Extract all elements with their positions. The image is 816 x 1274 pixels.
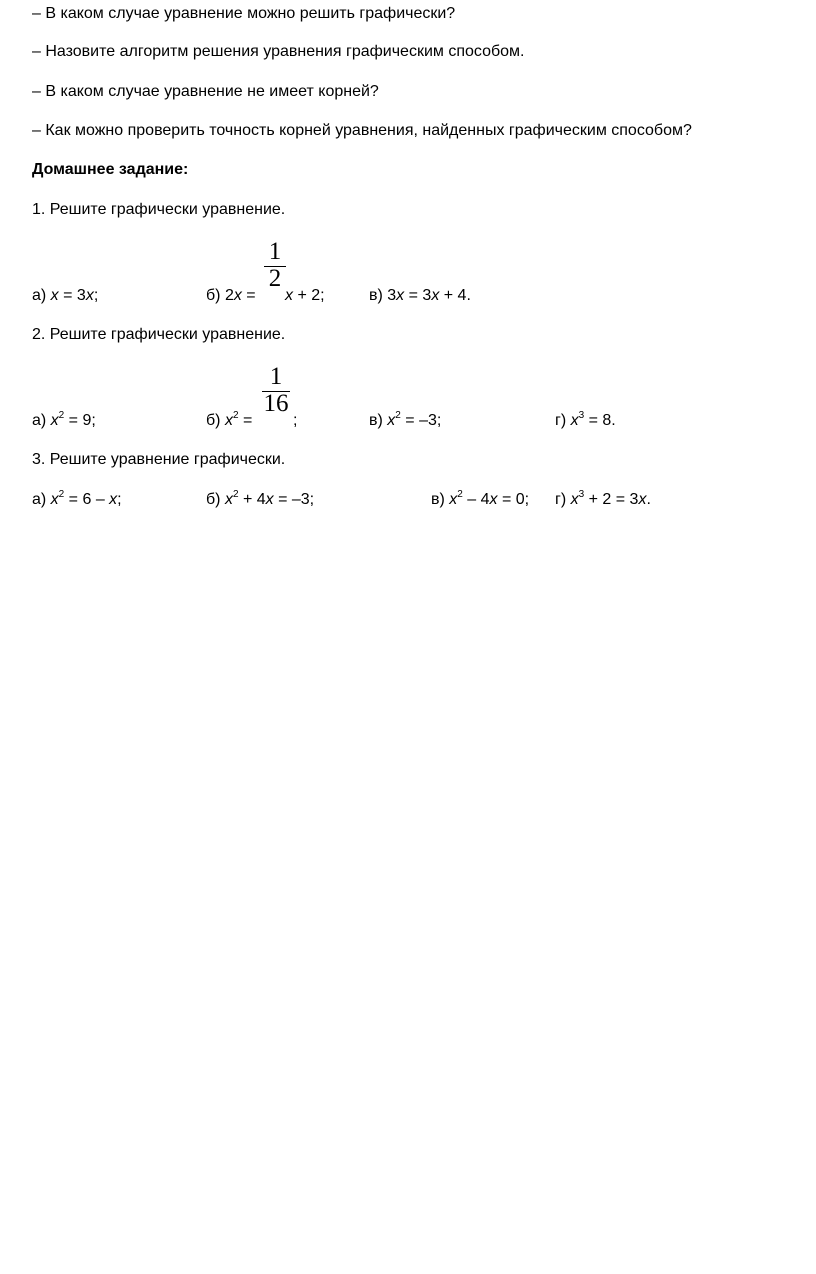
task-1-title: 1. Решите графически уравнение. [32, 201, 286, 218]
question-3: – В каком случае уравнение не имеет корней? [32, 83, 379, 100]
task-2-title: 2. Решите графически уравнение. [32, 326, 286, 343]
fraction-denominator: 16 [263, 390, 289, 417]
question-4: – Как можно проверить точность корней уравнения, найденных графическим способом? [32, 122, 692, 139]
question-1: – В каком случае уравнение можно решить графически? [32, 5, 456, 22]
task-2-item-b-tail: ; [293, 412, 298, 429]
task-1-item-b: б) 2x = [206, 287, 256, 304]
task-2-item-d: г) $x^3 = 8$. [555, 410, 616, 429]
homework-heading: Домашнее задание: [32, 161, 189, 178]
fraction-numerator: 1 [268, 238, 282, 265]
task-1-fraction [264, 238, 286, 293]
fraction-numerator: 1 [269, 363, 283, 390]
task-2-item-b: б) $x^2$ = [206, 410, 253, 429]
task-1-item-a: а) x = 3x; [32, 287, 99, 304]
task-1-item-b-tail: x + 2; [285, 287, 325, 304]
task-2-fraction [262, 363, 290, 418]
fraction-denominator: 2 [268, 265, 282, 292]
question-2: – Назовите алгоритм решения уравнения графическим способом. [32, 43, 525, 60]
task-3-item-b: б) $x^2 + 4x = -3$; [206, 489, 315, 508]
task-2-item-a: а) $x^2 = 9$; [32, 410, 96, 429]
task-3-title: 3. Решите уравнение графически. [32, 451, 286, 468]
task-2-item-c: в) $x^2 = -3$; [369, 410, 442, 429]
task-3-item-d: г) $x^3 + 2 = 3x$. [555, 489, 651, 508]
task-3-item-a: а) $x^2 = 6 - x$; [32, 489, 122, 508]
task-3-item-c: в) $x^2 - 4x = 0$; [431, 489, 530, 508]
task-1-item-c: в) 3x = 3x + 4. [369, 287, 471, 304]
